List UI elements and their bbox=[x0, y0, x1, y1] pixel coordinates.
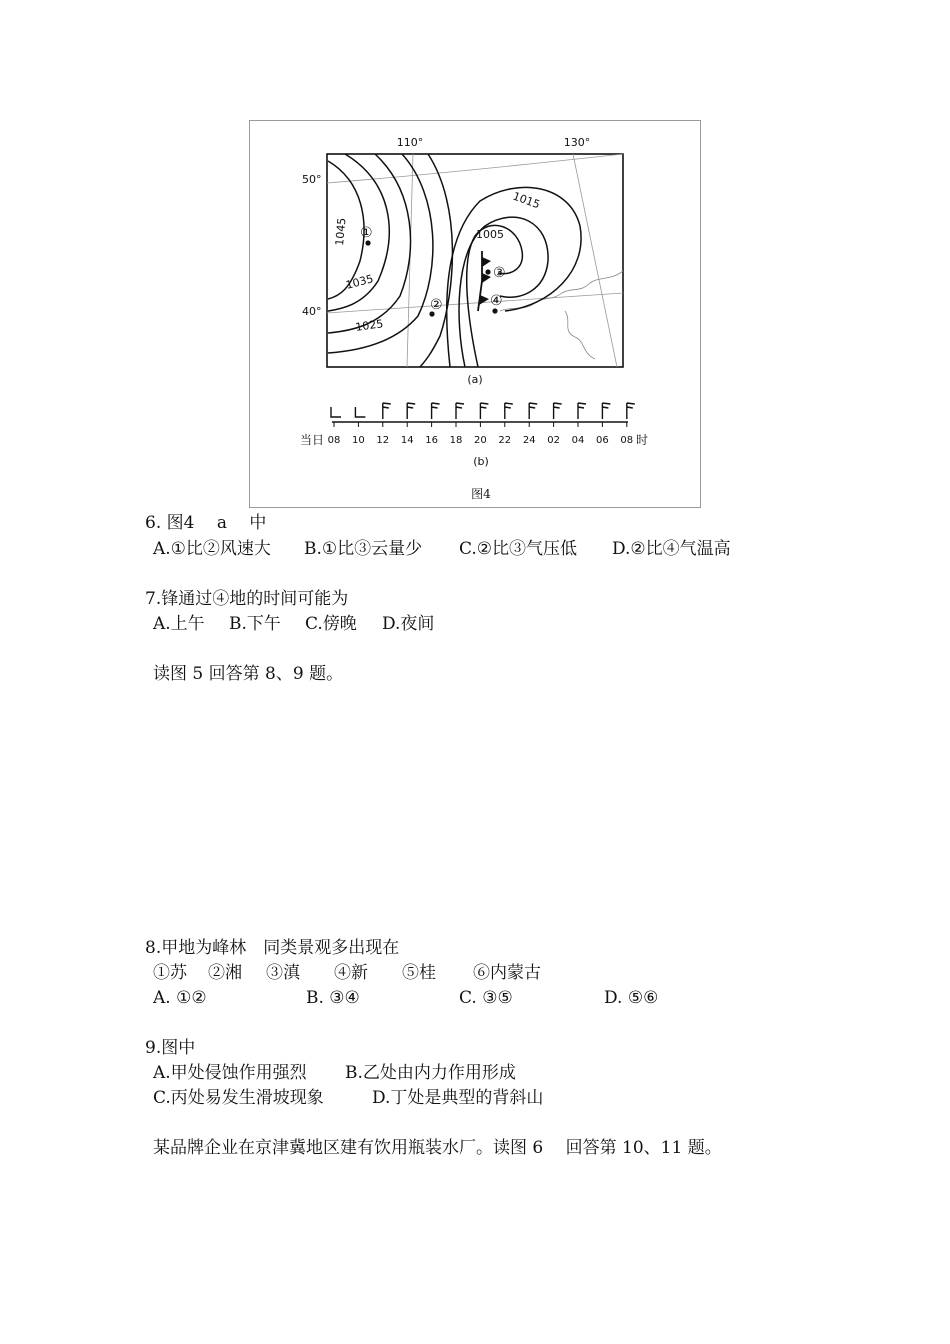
intro-q8-q9: 读图 5 回答第 8、9 题。 bbox=[153, 664, 344, 684]
q9-option-d[interactable]: D.丁处是典型的背斜山 bbox=[372, 1088, 544, 1108]
hour-label: 04 bbox=[571, 435, 585, 446]
lon-label-130: 130° bbox=[563, 136, 591, 149]
wind-barb bbox=[407, 403, 415, 419]
q7-option-b[interactable]: B.下午 bbox=[229, 614, 281, 634]
latitude-40-line bbox=[327, 293, 623, 313]
panel-a-label: (a) bbox=[467, 373, 483, 386]
q6-stem: 6. 图4 a 中 bbox=[145, 513, 267, 533]
isobar-label-1025: 1025 bbox=[354, 317, 385, 334]
q7-stem: 7.锋通过④地的时间可能为 bbox=[145, 589, 349, 609]
q6-option-d[interactable]: D.②比④气温高 bbox=[612, 539, 731, 559]
wind-barb bbox=[331, 407, 341, 417]
point-1-dot bbox=[365, 240, 370, 245]
point-3-dot bbox=[485, 269, 490, 274]
q8-choice-4: ④新 bbox=[334, 963, 368, 983]
q8-choice-2: ②湘 bbox=[208, 963, 242, 983]
q9-option-b[interactable]: B.乙处由内力作用形成 bbox=[345, 1063, 516, 1083]
cold-front-triangle bbox=[479, 295, 489, 305]
hour-label: 08 bbox=[327, 435, 341, 446]
point-3-label: ③ bbox=[493, 265, 506, 281]
time-axis-ticks bbox=[334, 422, 627, 427]
hour-label: 14 bbox=[400, 435, 414, 446]
intro-q10-q11: 某品牌企业在京津冀地区建有饮用瓶装水厂。读图 6 回答第 10、11 题。 bbox=[153, 1138, 722, 1158]
lat-label-50: 50° bbox=[302, 173, 322, 186]
hour-suffix: 时 bbox=[636, 433, 649, 447]
q6-option-b[interactable]: B.①比③云量少 bbox=[304, 539, 423, 559]
q9-option-c[interactable]: C.丙处易发生滑坡现象 bbox=[153, 1088, 324, 1108]
wind-barb bbox=[383, 403, 391, 419]
cold-front-triangle bbox=[482, 273, 491, 283]
isobar-label-1005: 1005 bbox=[476, 228, 504, 241]
point-1-label: ① bbox=[360, 225, 373, 241]
q7-option-c[interactable]: C.傍晚 bbox=[305, 614, 357, 634]
latitude-50-line bbox=[327, 154, 623, 183]
cold-front-triangle bbox=[482, 257, 491, 267]
hour-label: 08 bbox=[620, 435, 634, 446]
q8-choice-3: ③滇 bbox=[266, 963, 300, 983]
hour-label: 22 bbox=[498, 435, 512, 446]
hour-label: 16 bbox=[425, 435, 438, 446]
hour-label: 06 bbox=[596, 435, 609, 446]
q8-option-c[interactable]: C. ③⑤ bbox=[459, 988, 513, 1008]
wind-barb bbox=[602, 403, 610, 419]
wind-barb bbox=[432, 403, 440, 419]
panel-b-label: (b) bbox=[473, 455, 489, 468]
coastline-peninsula bbox=[565, 311, 595, 359]
q8-option-d[interactable]: D. ⑤⑥ bbox=[604, 988, 659, 1008]
q6-option-c[interactable]: C.②比③气压低 bbox=[459, 539, 578, 559]
isobar-label-1045: 1045 bbox=[333, 217, 349, 247]
isobar-label-1015: 1015 bbox=[510, 189, 542, 212]
isobar-label-1035: 1035 bbox=[344, 272, 375, 292]
day-label: 当日 bbox=[300, 433, 325, 447]
q8-choice-1: ①苏 bbox=[153, 963, 187, 983]
q9-stem: 9.图中 bbox=[145, 1038, 196, 1058]
q8-option-b[interactable]: B. ③④ bbox=[306, 988, 360, 1008]
lat-label-40: 40° bbox=[302, 305, 322, 318]
wind-barb bbox=[505, 403, 513, 419]
q9-option-a[interactable]: A.甲处侵蚀作用强烈 bbox=[153, 1063, 307, 1083]
wind-barb bbox=[355, 407, 365, 417]
hour-label: 02 bbox=[547, 435, 560, 446]
hour-label: 20 bbox=[474, 435, 487, 446]
wind-barb-row bbox=[331, 403, 635, 419]
wind-barb bbox=[554, 403, 562, 419]
wind-barb bbox=[456, 403, 464, 419]
q8-option-a[interactable]: A. ①② bbox=[153, 988, 207, 1008]
figure-caption: 图4 bbox=[471, 487, 491, 501]
wind-barb bbox=[627, 403, 635, 419]
figure-4 bbox=[249, 120, 701, 508]
wind-barb bbox=[480, 403, 488, 419]
q8-stem: 8.甲地为峰林 同类景观多出现在 bbox=[145, 938, 400, 958]
longitude-130-line bbox=[573, 154, 617, 367]
hour-labels bbox=[328, 435, 634, 446]
lon-label-110: 110° bbox=[396, 136, 424, 149]
q8-choice-5: ⑤桂 bbox=[402, 963, 436, 983]
weather-map-figure bbox=[250, 121, 702, 509]
q7-option-d[interactable]: D.夜间 bbox=[382, 614, 435, 634]
hour-label: 18 bbox=[449, 435, 463, 446]
q8-choice-6: ⑥内蒙古 bbox=[473, 963, 541, 983]
map-frame bbox=[327, 154, 623, 367]
q7-option-a[interactable]: A.上午 bbox=[153, 614, 205, 634]
wind-barb bbox=[529, 403, 537, 419]
wind-barb bbox=[578, 403, 586, 419]
q6-option-a[interactable]: A.①比②风速大 bbox=[153, 539, 271, 559]
hour-label: 12 bbox=[376, 435, 390, 446]
point-4-dot bbox=[492, 308, 497, 313]
hour-label: 24 bbox=[522, 435, 536, 446]
hour-label: 10 bbox=[352, 435, 365, 446]
point-2-label: ② bbox=[430, 297, 443, 313]
point-4-label: ④ bbox=[490, 293, 503, 309]
